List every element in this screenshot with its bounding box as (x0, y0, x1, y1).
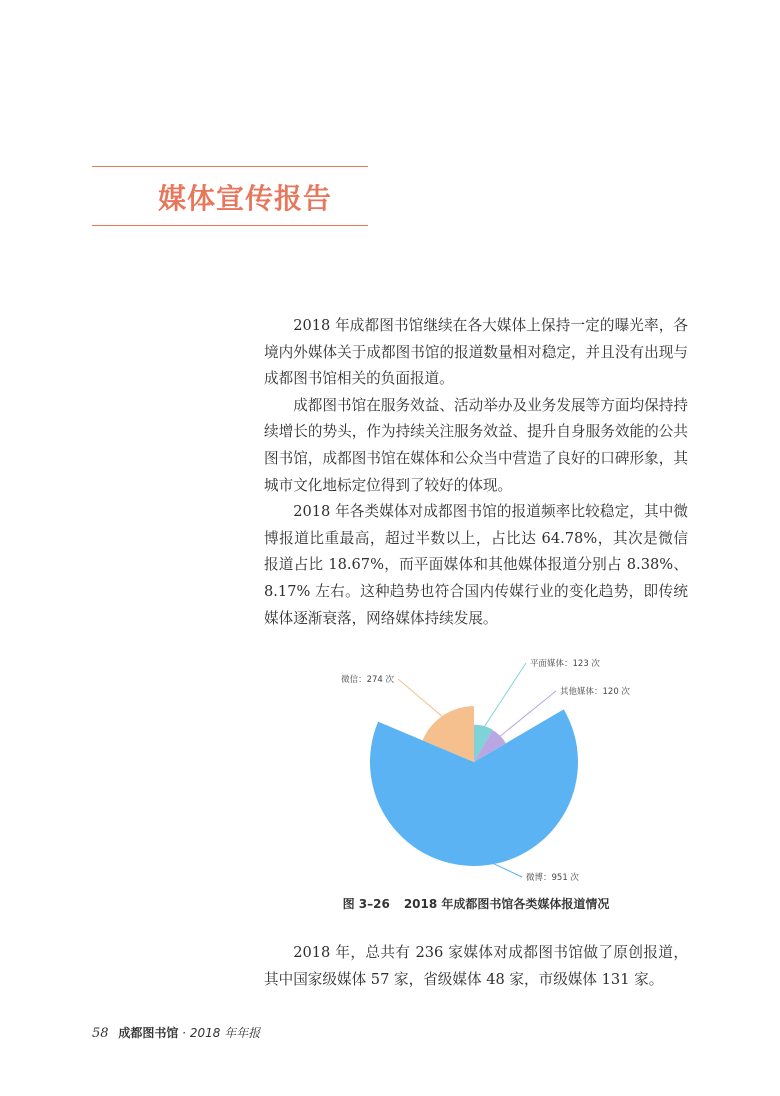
paragraph-4: 2018 年，总共有 236 家媒体对成都图书馆做了原创报道，其中国家级媒体 57 家，省级媒体 48 家，市级媒体 131 家。 (264, 944, 688, 988)
body-text-main (264, 313, 688, 632)
footer-report: 2018 年年报 (189, 1026, 261, 1040)
figure-number: 图 3–26 (342, 897, 390, 911)
section-title: 媒体宣传报告 (158, 182, 333, 215)
paragraph-2: 成都图书馆在服务效益、活动举办及业务发展等方面均保持持续增长的势头，作为持续关注服务效益、提升自身服务效能的公共图书馆，成都图书馆在媒体和公众当中营造了良好的口碑形象，其城市文化地标定位得到了较好的体现。 (264, 396, 688, 494)
paragraph-1: 2018 年成都图书馆继续在各大媒体上保持一定的曝光率，各境内外媒体关于成都图书馆的报道数量相对稳定，并且没有出现与成都图书馆相关的负面报道。 (264, 317, 688, 388)
footer-separator: · (182, 1026, 187, 1040)
rose-pie-chart (330, 650, 660, 890)
label-weibo: 微博：951 次 (526, 873, 579, 883)
leader-line-weixin (398, 679, 446, 719)
page-number: 58 (92, 1026, 109, 1041)
figure-caption (264, 895, 688, 912)
paragraph-3: 2018 年各类媒体对成都图书馆的报道频率比较稳定，其中微博报道比重最高，超过半数以上，占比达 64.78%，其次是微信报道占比 18.67%，而平面媒体和其他媒体报道分别占 8.38%、8.17% 左右。这种趋势也符合国内传媒行业的变化趋势，即传统媒体逐渐衰落，网络媒体持续发展。 (264, 503, 688, 627)
label-other-media: 其他媒体：120 次 (560, 687, 630, 697)
label-print-media: 平面媒体：123 次 (530, 659, 600, 669)
leader-line-print-media (483, 663, 526, 729)
label-weixin: 微信：274 次 (341, 675, 394, 685)
page-footer (92, 1024, 260, 1041)
body-text-bottom (264, 940, 688, 993)
figure-title: 2018 年成都图书馆各类媒体报道情况 (403, 897, 610, 911)
section-title-block (92, 166, 368, 226)
media-report-chart (330, 650, 660, 890)
footer-org: 成都图书馆 (118, 1026, 179, 1040)
